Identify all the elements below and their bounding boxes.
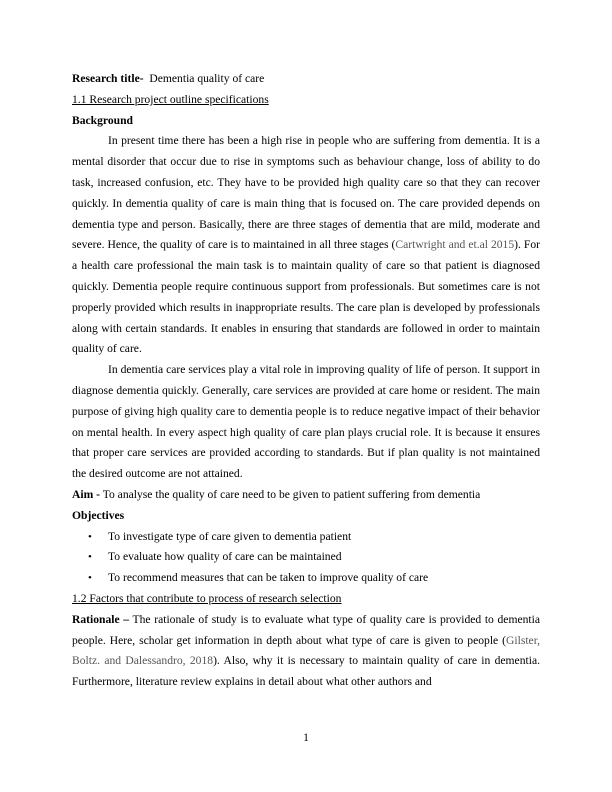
page-number: 1	[303, 731, 309, 744]
aim-label: Aim -	[72, 487, 101, 501]
paragraph-text: ). For a health care professional the main task is to maintain quality of care so that patient is diagnosed quickly. Dementia people require continuous support from professionals. But sometimes care is not properly provided which results in inappropriate results. The care plan is developed by professionals along with certain standards. It enables in ensuring that standards are followed in order to maintain quality of care.	[72, 238, 540, 356]
bullet-icon: •	[88, 530, 92, 543]
list-item	[72, 547, 540, 568]
background-heading: Background	[72, 113, 133, 127]
rationale-paragraph	[72, 610, 540, 693]
list-item	[72, 568, 540, 589]
research-title-value: Dementia quality of care	[149, 72, 265, 85]
objectives-list	[72, 527, 540, 589]
background-paragraph-1	[72, 131, 540, 360]
research-title-line	[72, 69, 540, 90]
section-heading-1-1: 1.1 Research project outline specifications	[72, 92, 269, 106]
paragraph-text: In present time there has been a high rise in people who are suffering from dementia. It is a mental disorder that occur due to rise in symptoms such as behaviour change, loss of ability to do task, increased confusion, etc. They have to be provided high quality care so that they can recover quickly. In dementia quality of care is main thing that is focused on. The care provided depends on dementia type and person. Basically, there are three stages of dementia that are mild, moderate and severe. Hence, the quality of care is to maintained in all three stages (	[72, 134, 540, 252]
citation-cartwright: Cartwright and et.al 2015	[395, 238, 515, 252]
background-paragraph-2: In dementia care services play a vital role in improving quality of life of person. It support in diagnose dementia quickly. Generally, care services are provided at care home or resident. The main purpose of giving high quality care to dementia people is to reduce negative impact of their behavior on mental health. In every aspect high quality of care plan plays crucial role. It is because it ensures that proper care services are provided according to standards. But if plan quality is not maintained the desired outcome are not attained.	[72, 363, 540, 481]
objective-text: To recommend measures that can be taken to improve quality of care	[108, 571, 429, 585]
rationale-label: Rationale –	[72, 612, 130, 626]
document-body	[72, 69, 540, 693]
bullet-icon: •	[88, 572, 92, 585]
paragraph-text: The rationale of study is to evaluate what type of quality care is provided to dementia people. Here, scholar get information in depth about what type of care is given to people (	[72, 612, 540, 647]
paragraph-text: ). Also, why it is necessary to maintain quality of care in dementia. Furthermore, literature review explains in detail about what other authors and	[72, 654, 540, 689]
objectives-heading: Objectives	[72, 508, 125, 522]
objective-text: To investigate type of care given to dementia patient	[108, 529, 352, 543]
citation-gilster: Gilster, Boltz. and Dalessandro, 2018	[72, 633, 540, 668]
bullet-icon: •	[88, 551, 92, 564]
list-item	[72, 527, 540, 548]
research-title-label: Research title-	[72, 72, 144, 85]
aim-line	[72, 485, 540, 506]
aim-text: To analyse the quality of care need to be given to patient suffering from dementia	[102, 487, 481, 501]
objective-text: To evaluate how quality of care can be maintained	[108, 550, 342, 564]
section-heading-1-2: 1.2 Factors that contribute to process of research selection	[72, 591, 342, 605]
